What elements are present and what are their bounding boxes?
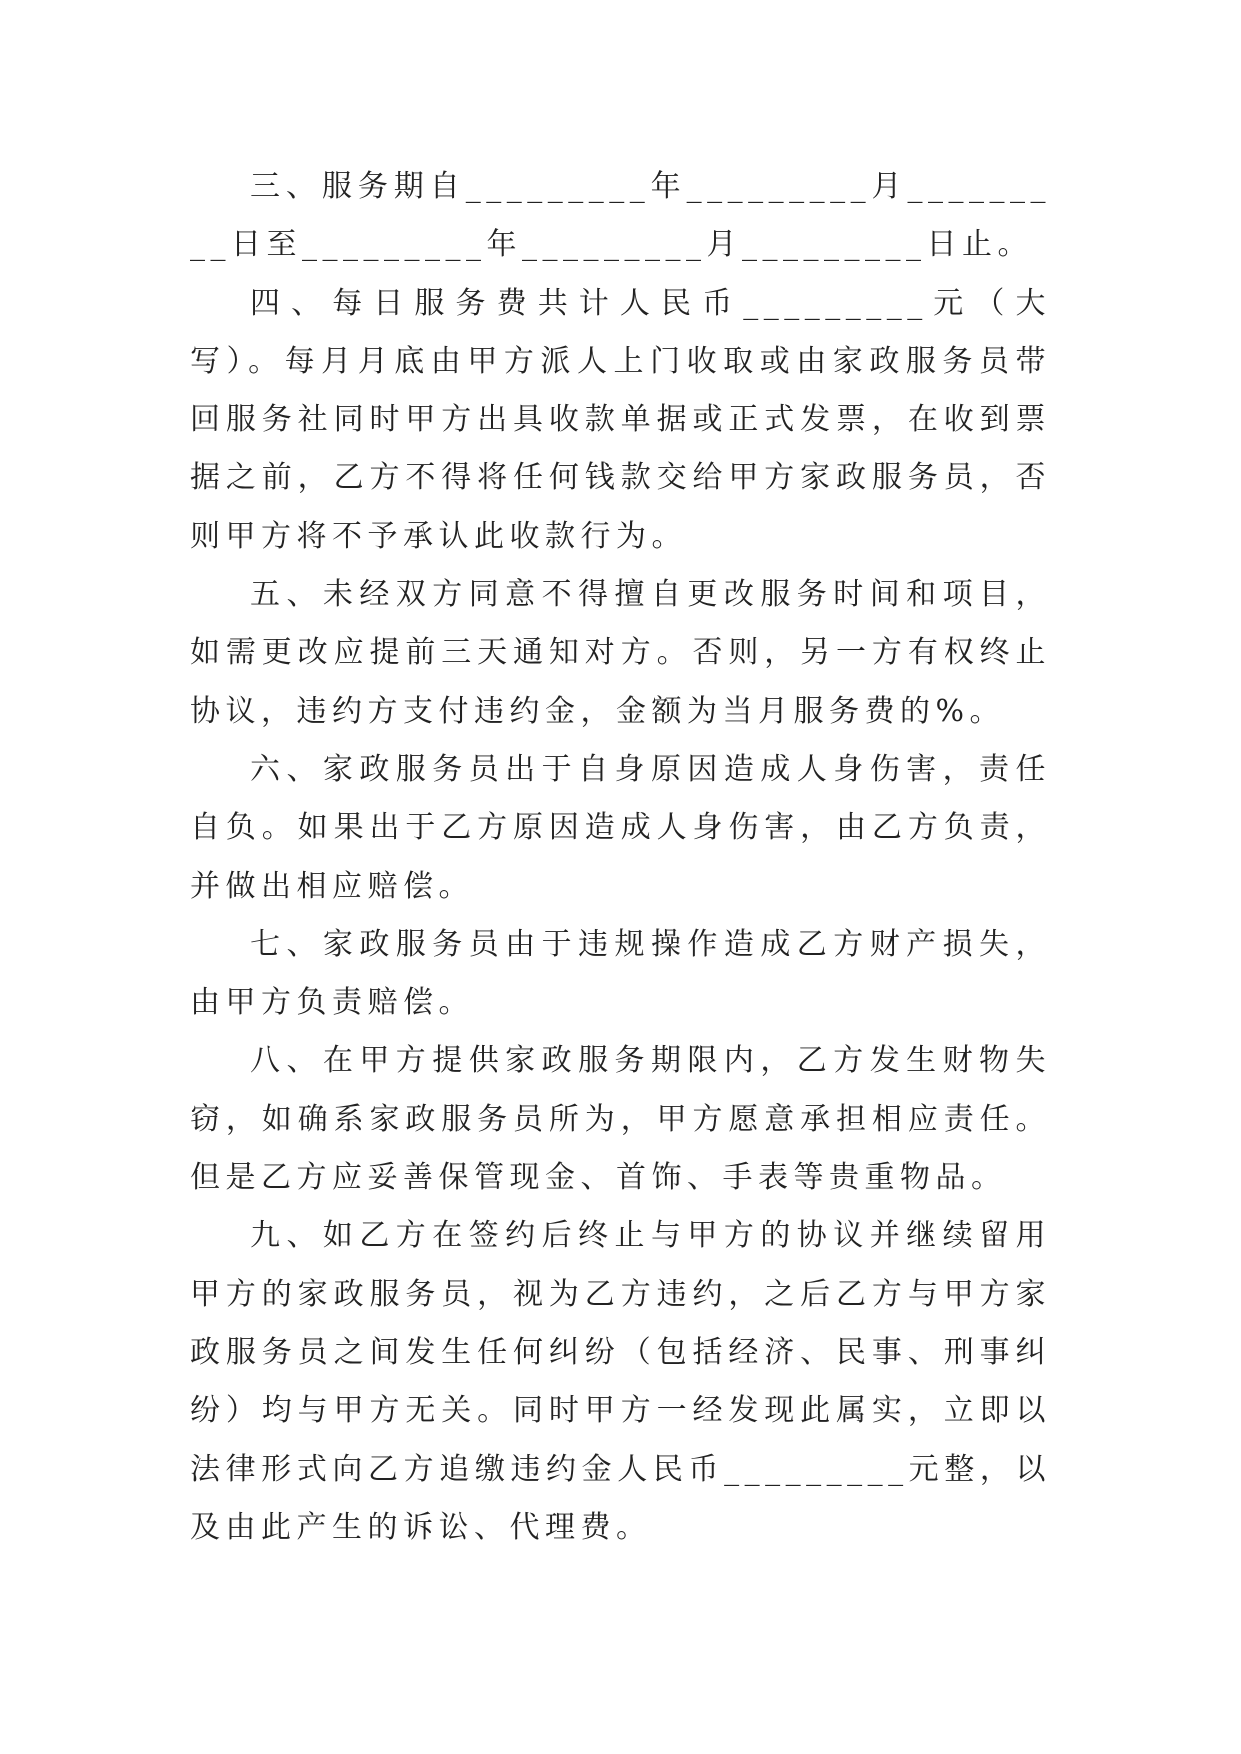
clause-4-daily-fee: 四、每日服务费共计人民币_________元（大写）。每月月底由甲方派人上门收取或由家政服务员带回服务社同时甲方出具收款单据或正式发票，在收到票据之前，乙方不得将任何钱款交给甲方家政服务员，否则甲方将不予承认此收款行为。 (190, 285, 1051, 554)
clause-5-changes: 五、未经双方同意不得擅自更改服务时间和项目，如需更改应提前三天通知对方。否则，另一方有权终止协议，违约方支付违约金，金额为当月服务费的%。 (190, 577, 1051, 729)
clause-9-breach: 九、如乙方在签约后终止与甲方的协议并继续留用甲方的家政服务员，视为乙方违约，之后乙方与甲方家政服务员之间发生任何纠纷（包括经济、民事、刑事纠纷）均与甲方无关。同时甲方一经发现此属实，立即以法律形式向乙方追缴违约金人民币_________元整，以及由此产生的诉讼、代理费。 (190, 1218, 1051, 1545)
clause-3-service-period: 三、服务期自_________年_________月_________日至_________年_________月_________日止。 (190, 169, 1051, 263)
clause-8-theft: 八、在甲方提供家政服务期限内，乙方发生财物失窃，如确系家政服务员所为，甲方愿意承担相应责任。但是乙方应妥善保管现金、首饰、手表等贵重物品。 (190, 1043, 1051, 1196)
clause-7-property-loss: 七、家政服务员由于违规操作造成乙方财产损失，由甲方负责赔偿。 (190, 926, 1051, 1021)
clause-6-injury: 六、家政服务员出于自身原因造成人身伤害，责任自负。如果出于乙方原因造成人身伤害，由乙方负责，并做出相应赔偿。 (190, 751, 1051, 904)
document-body (190, 158, 1051, 1557)
